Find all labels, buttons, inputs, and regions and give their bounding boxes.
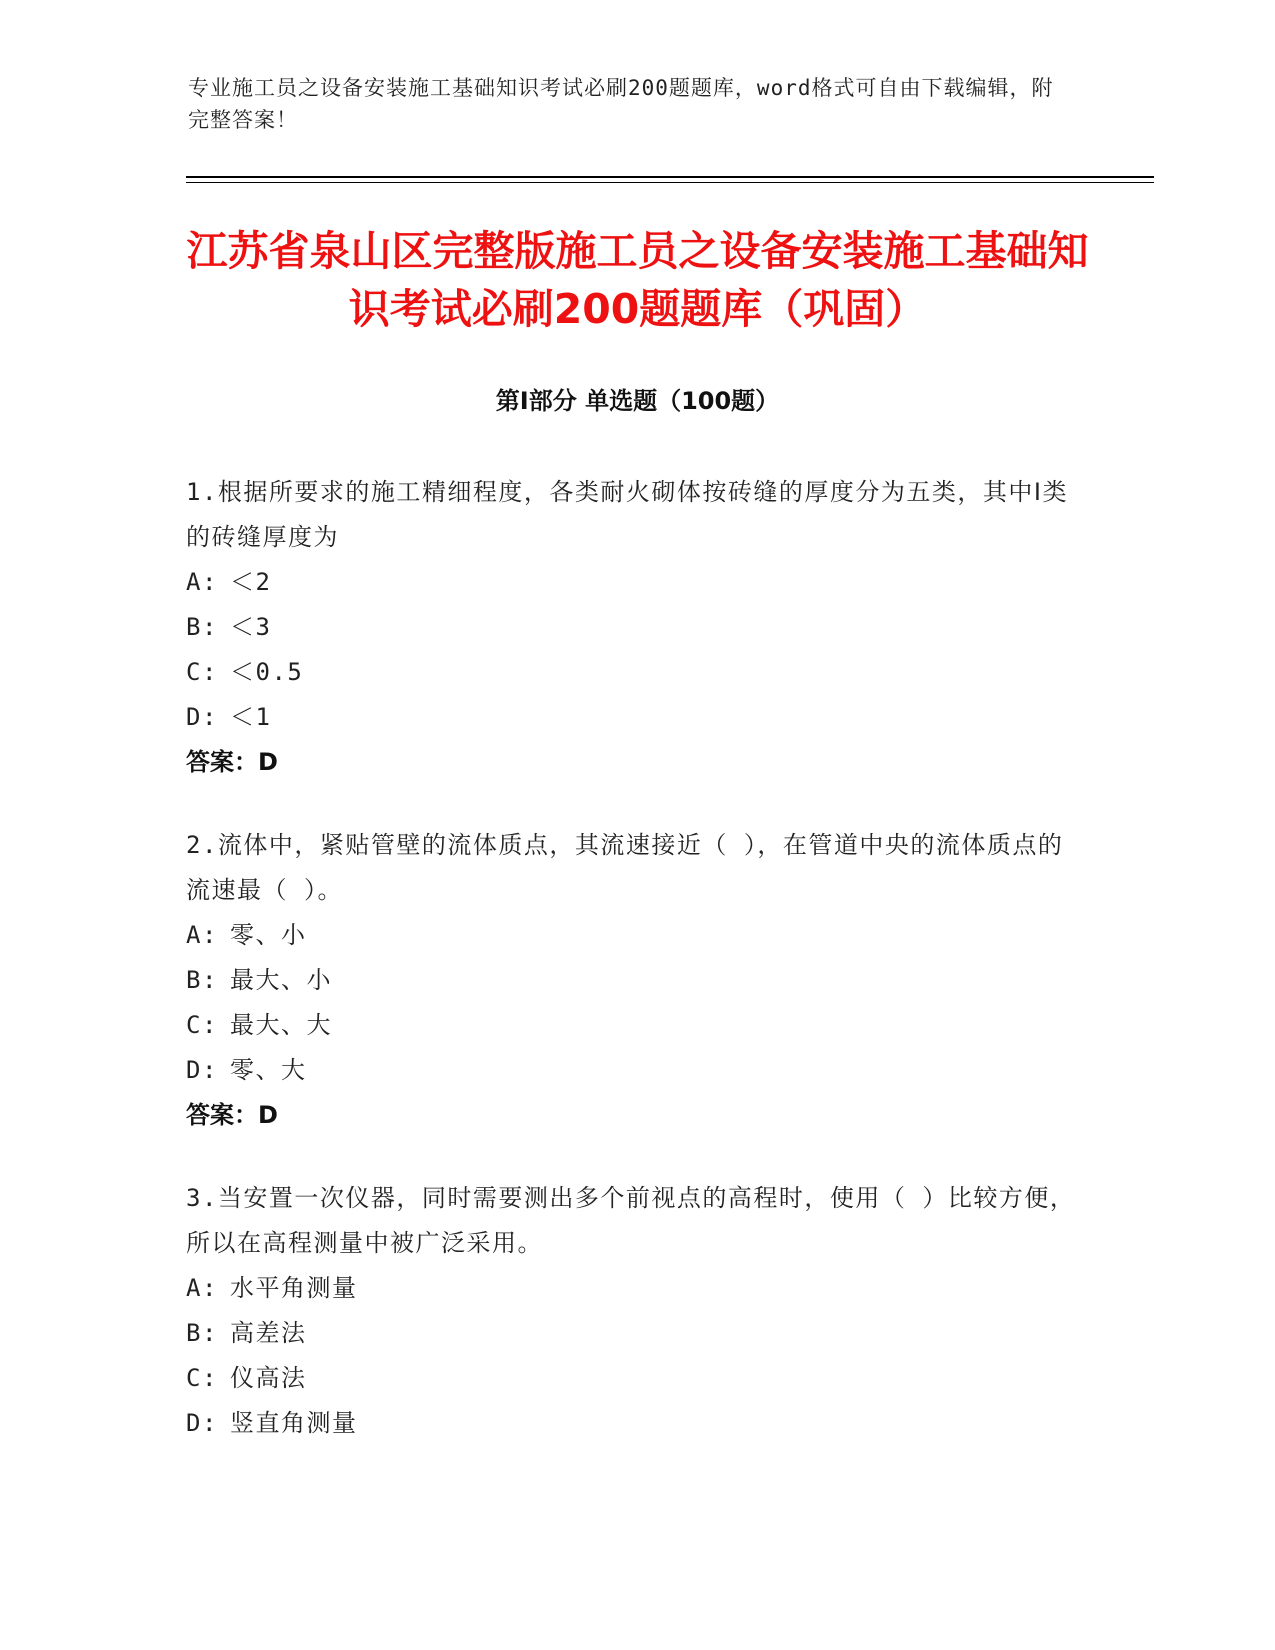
question-stem: 3.当安置一次仪器，同时需要测出多个前视点的高程时，使用（ ）比较方便，所以在高程测量中被广泛采用。	[186, 1184, 1076, 1257]
option-text: 零、大	[230, 1056, 307, 1084]
option-key: B:	[186, 1319, 218, 1347]
header-divider-thick	[186, 176, 1154, 178]
option-d	[186, 1401, 1081, 1446]
question-1	[186, 470, 1081, 785]
question-2	[186, 823, 1081, 1138]
question-list	[186, 470, 1081, 1484]
option-d	[186, 695, 1081, 740]
option-key: C:	[186, 1364, 218, 1392]
option-a	[186, 1266, 1081, 1311]
option-c	[186, 650, 1081, 695]
option-text: ＜1	[230, 703, 272, 731]
option-key: B:	[186, 613, 218, 641]
option-b	[186, 605, 1081, 650]
option-key: C:	[186, 658, 218, 686]
option-text: 竖直角测量	[230, 1409, 358, 1437]
option-a	[186, 560, 1081, 605]
option-text: ＜2	[230, 568, 272, 596]
option-text: 零、小	[230, 921, 307, 949]
option-b	[186, 1311, 1081, 1356]
option-c	[186, 1356, 1081, 1401]
option-key: D:	[186, 703, 218, 731]
option-key: A:	[186, 568, 218, 596]
option-text: ＜0.5	[230, 658, 304, 686]
option-key: A:	[186, 1274, 218, 1302]
option-a	[186, 913, 1081, 958]
page-header-note: 专业施工员之设备安装施工基础知识考试必刷200题题库，word格式可自由下载编辑，附完整答案！	[188, 76, 1054, 132]
option-text: ＜3	[230, 613, 272, 641]
answer-line: 答案：D	[186, 1101, 278, 1129]
answer-line: 答案：D	[186, 748, 278, 776]
question-3	[186, 1176, 1081, 1446]
option-text: 仪高法	[230, 1364, 307, 1392]
option-key: B:	[186, 966, 218, 994]
option-key: D:	[186, 1409, 218, 1437]
option-text: 高差法	[230, 1319, 307, 1347]
option-key: A:	[186, 921, 218, 949]
option-key: D:	[186, 1056, 218, 1084]
option-key: C:	[186, 1011, 218, 1039]
document-title: 江苏省泉山区完整版施工员之设备安装施工基础知识考试必刷200题题库（巩固）	[186, 227, 1089, 333]
option-text: 最大、大	[230, 1011, 332, 1039]
option-text: 最大、小	[230, 966, 332, 994]
option-b	[186, 958, 1081, 1003]
question-stem: 1.根据所要求的施工精细程度，各类耐火砌体按砖缝的厚度分为五类，其中Ⅰ类的砖缝厚度为	[186, 478, 1068, 551]
option-c	[186, 1003, 1081, 1048]
option-text: 水平角测量	[230, 1274, 358, 1302]
section-title: 第I部分 单选题（100题）	[495, 387, 780, 415]
option-d	[186, 1048, 1081, 1093]
header-divider-thin	[186, 182, 1154, 183]
question-stem: 2.流体中，紧贴管壁的流体质点，其流速接近（ ），在管道中央的流体质点的流速最（ ）。	[186, 831, 1064, 904]
